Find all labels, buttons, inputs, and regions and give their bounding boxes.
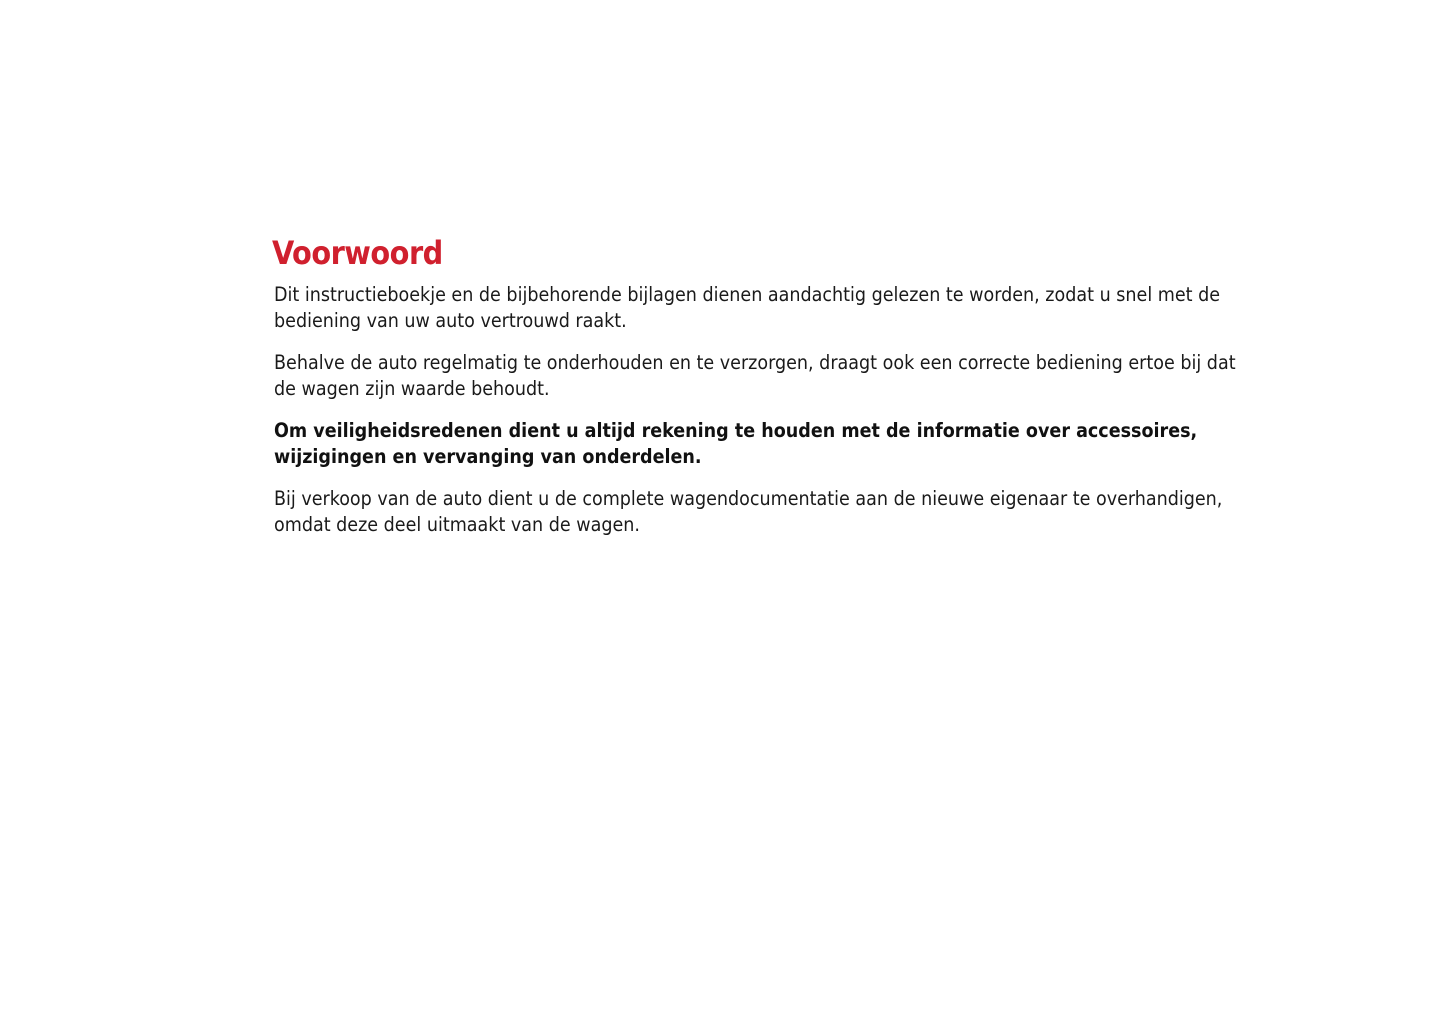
intro-paragraph: Dit instructieboekje en de bijbehorende bijlagen dienen aandachtig gelezen te worden, zodat u snel met de bediening van uw auto vertrouwd raakt. — [274, 283, 1221, 332]
safety-paragraph: Om veiligheidsredenen dient u altijd rekening te houden met de informatie over accessoires, wijzigingen en vervanging van onderdelen. — [274, 419, 1198, 468]
sale-paragraph: Bij verkoop van de auto dient u de complete wagendocumentatie aan de nieuwe eigenaar te overhandigen, omdat deze deel uitmaakt van de wagen. — [274, 487, 1223, 536]
page-title: Voorwoord — [272, 234, 443, 272]
maintenance-paragraph: Behalve de auto regelmatig te onderhouden en te verzorgen, draagt ook een correcte bediening ertoe bij dat de wagen zijn waarde behoudt. — [274, 351, 1236, 400]
foreword-section — [274, 232, 1242, 554]
